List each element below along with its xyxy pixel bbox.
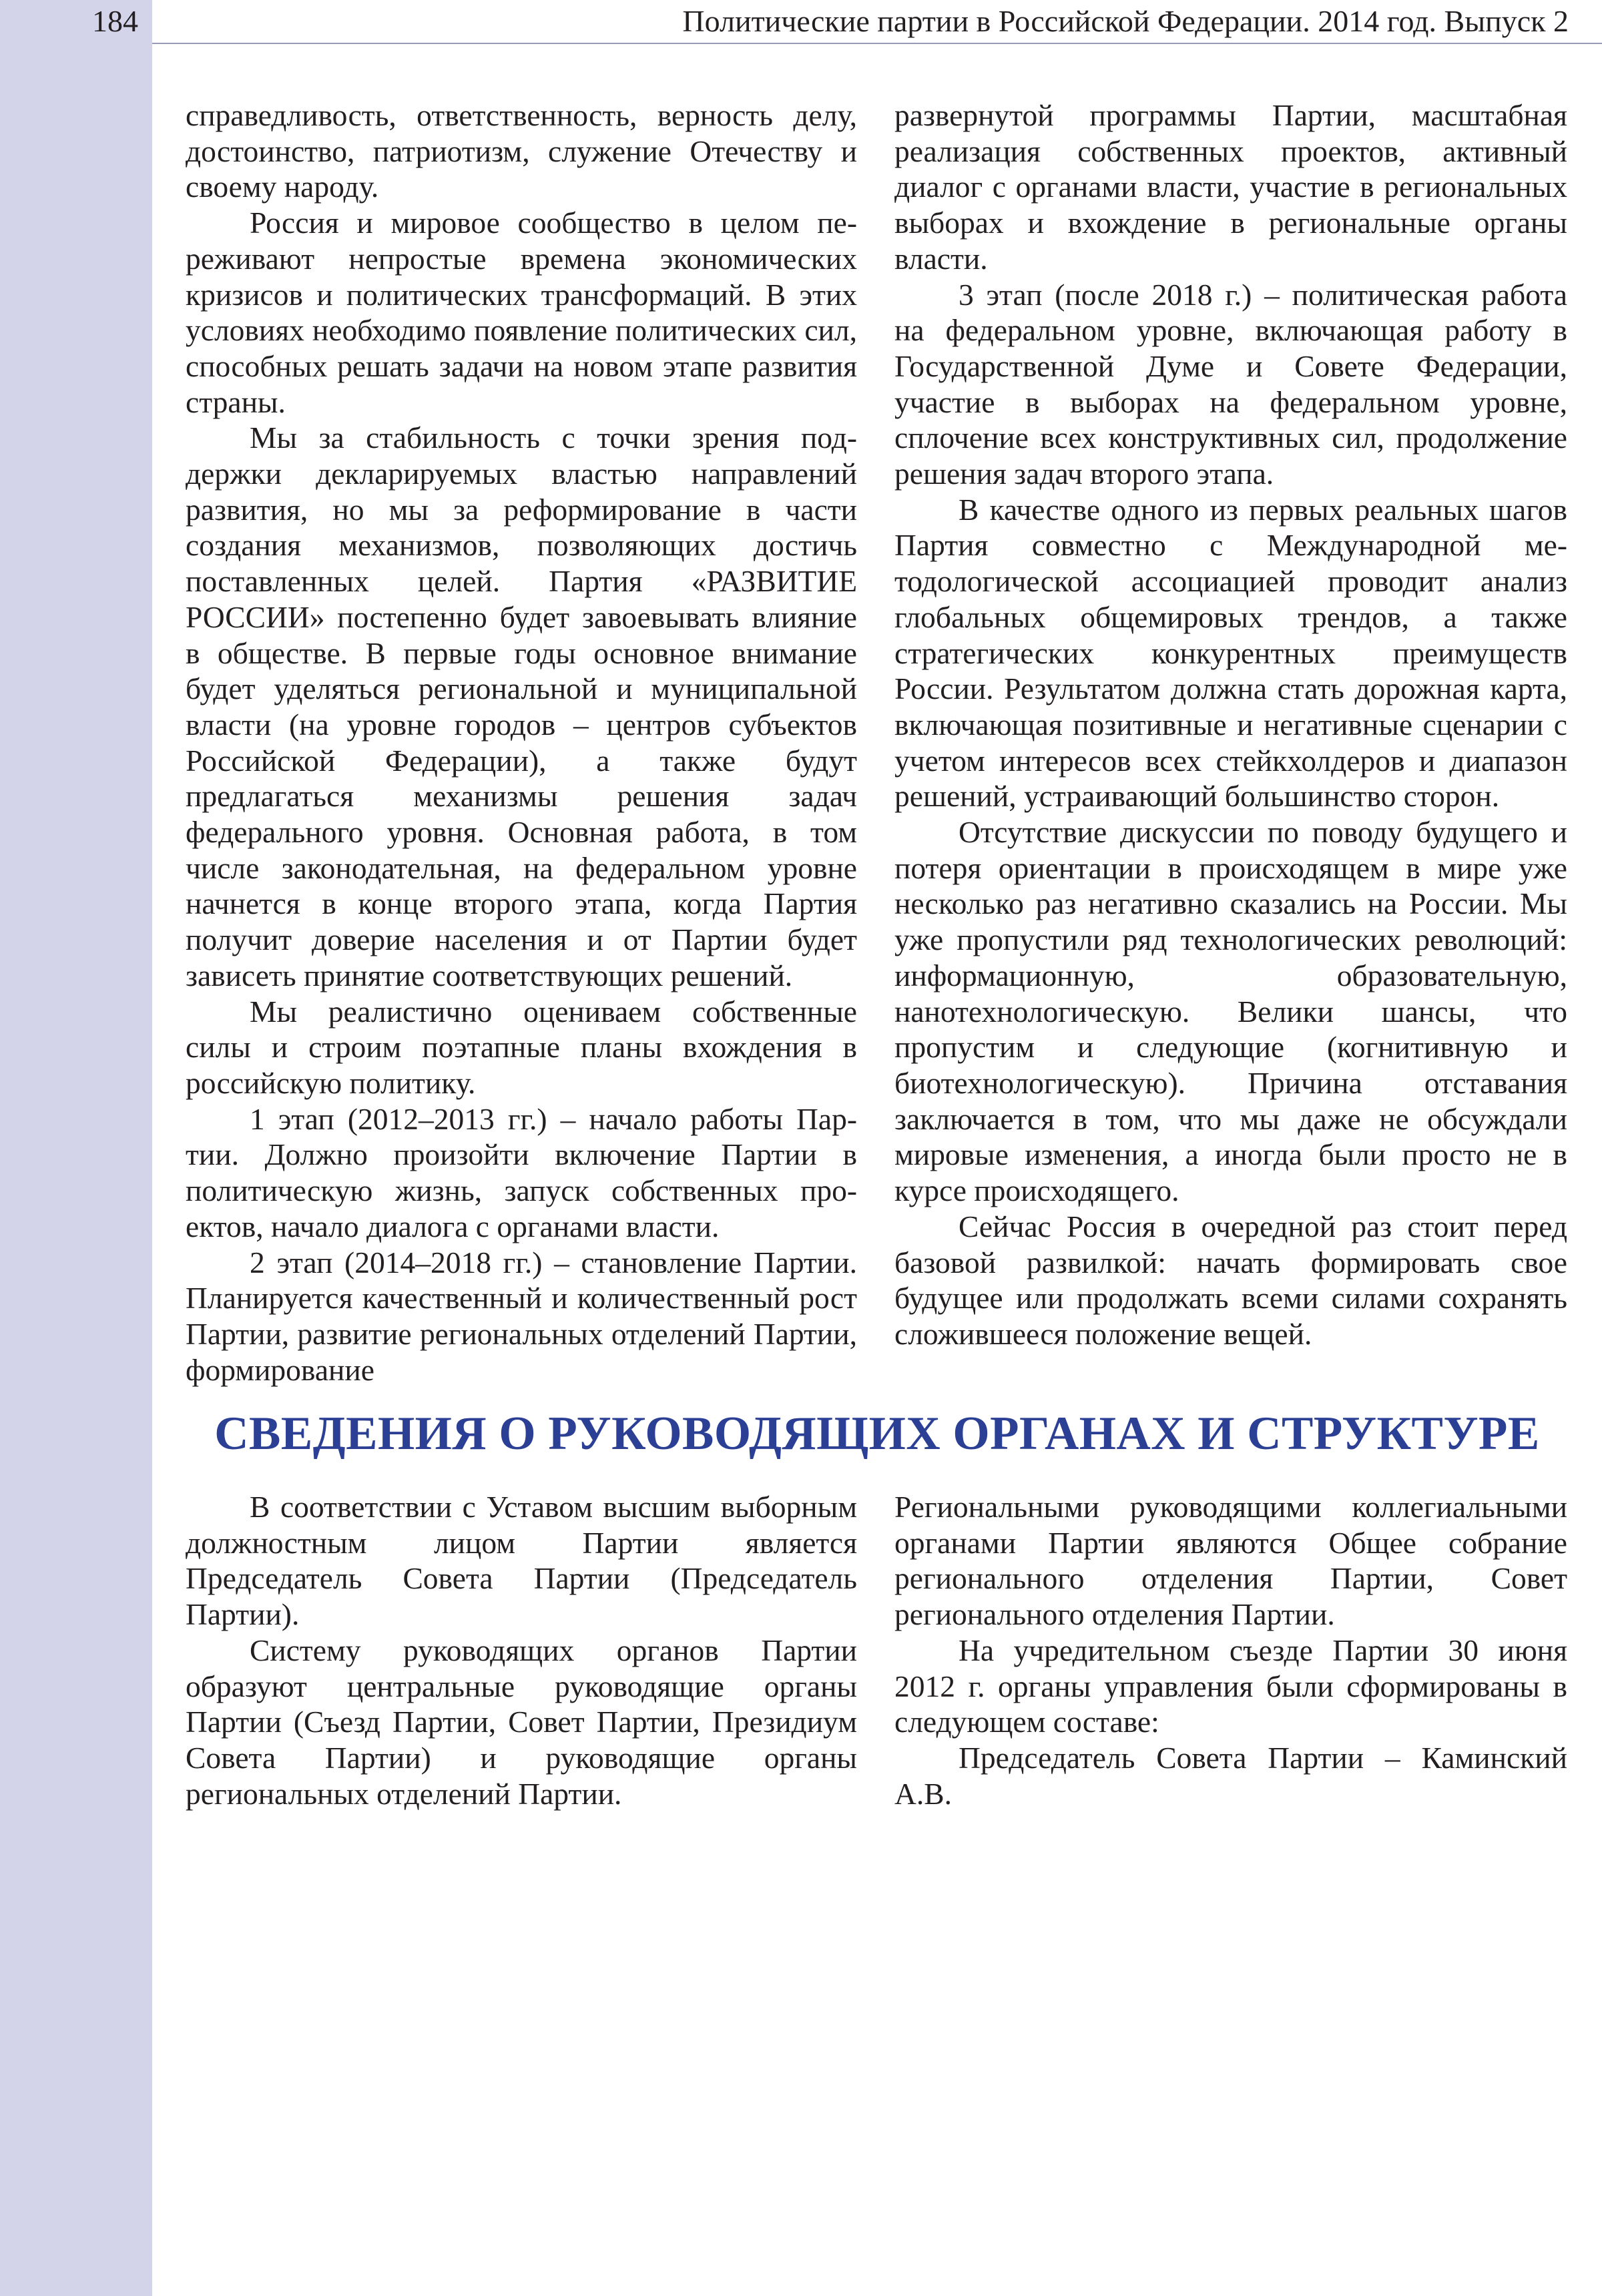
side-band bbox=[0, 0, 152, 2296]
paragraph: Россия и мировое сообщество в целом переживают непростые времена экономических кризисов и политических трансформаций. В этих условиях необходимо появление политических сил, способных решать задачи на новом этапе развития страны. bbox=[186, 206, 857, 419]
paragraph: На учредительном съезде Партии 30 июня 2012 г. органы управления были сформированы в следующем составе: bbox=[894, 1633, 1567, 1739]
paragraph: Региональными руководящими коллегиальными органами Партии являются Общее собрание регионального отделения Партии, Совет регионального отделения Партии. bbox=[894, 1490, 1567, 1632]
paragraph: Систему руководящих органов Партии образуют центральные руководящие органы Партии (Съезд Партии, Совет Партии, Президиум Совета Партии) и руководящие органы региональных отделений Партии. bbox=[186, 1633, 857, 1811]
paragraph: В качестве одного из первых реальных шагов Партия совместно с Международной методологической ассоциацией проводит анализ глобальных общемировых трендов, а также стратегических конкурентных преимуществ России. Результатом должна стать дорожная карта, включающая позитивные и негативные сценарии с учетом интересов всех стейкхолдеров и диапазон решений, устраивающий большинство сторон. bbox=[894, 492, 1567, 814]
paragraph: Мы за стабильность с точки зрения поддержки декларируемых властью направлений развития, но мы за реформирование в части создания механизмов, позволяющих достичь поставленных целей. Партия «РАЗВИТИЕ РОССИИ» постепенно будет завоевывать влияние в обществе. В первые годы основное внимание будет уделяться региональной и муниципальной власти (на уровне городов – центров субъектов Российской Федерации), а также будут предлагаться механизмы решения задач федерального уровня. Основная работа, в том числе законодательная, на федеральном уровне начнется в конце второго этапа, когда Партия получит доверие населения и от Партии будет зависеть принятие соответствующих решений. bbox=[186, 420, 857, 992]
page-number: 184 bbox=[92, 4, 138, 38]
paragraph: 3 этап (после 2018 г.) – политическая работа на федеральном уровне, включающая работу в Государственной Думе и Совете Федерации, участие в выборах на федеральном уровне, сплочение всех конструктивных сил, продолжение решения задач второго этапа. bbox=[894, 277, 1567, 491]
section-left-column bbox=[186, 1489, 857, 1811]
paragraph: 2 этап (2014–2018 гг.) – становление Партии. Планируется качественный и количественный рост Партии, развитие региональных отделений Партии, формирование bbox=[186, 1245, 857, 1387]
paragraph: развернутой программы Партии, масштабная реализация собственных проектов, активный диалог с органами власти, участие в региональных выборах и вхождение в региональные органы власти. bbox=[894, 98, 1567, 276]
paragraph: справедливость, ответственность, верность делу, достоинство, патриотизм, служение Отечеству и своему народу. bbox=[186, 98, 857, 204]
running-header: Политические партии в Российской Федерации. 2014 год. Выпуск 2 bbox=[682, 4, 1569, 38]
paragraph: Председатель Совета Партии – Каминский А.В. bbox=[894, 1740, 1567, 1811]
paragraph: 1 этап (2012–2013 гг.) – начало работы Партии. Должно произойти включение Партии в политическую жизнь, запуск собственных проектов, начало диалога с органами власти. bbox=[186, 1101, 857, 1243]
section-heading: СВЕДЕНИЯ О РУКОВОДЯЩИХ ОРГАНАХ И СТРУКТУРЕ bbox=[214, 1408, 1540, 1460]
paragraph: Мы реалистично оцениваем собственные силы и строим поэтапные планы вхождения в российскую политику. bbox=[186, 994, 857, 1100]
section-right-column bbox=[894, 1489, 1567, 1811]
top-right-column bbox=[894, 97, 1567, 1352]
paragraph: Сейчас Россия в очередной раз стоит перед базовой развилкой: начать формировать свое будущее или продолжать всеми силами сохранять сложившееся положение вещей. bbox=[894, 1209, 1567, 1351]
top-left-column bbox=[186, 97, 857, 1388]
paragraph: Отсутствие дискуссии по поводу будущего и потеря ориентации в происходящем в мире уже несколько раз негативно сказались на России. Мы уже пропустили ряд технологических революций: информационную, образовательную, нанотехнологическую. Велики шансы, что пропустим и следующие (когнитивную и биотехнологическую). Причина отставания заключается в том, что мы даже не обсуждали мировые изменения, а иногда были просто не в курсе происходящего. bbox=[894, 815, 1567, 1208]
header-rule bbox=[152, 43, 1602, 44]
paragraph: В соответствии с Уставом высшим выборным должностным лицом Партии является Председатель Совета Партии (Председатель Партии). bbox=[186, 1490, 857, 1632]
